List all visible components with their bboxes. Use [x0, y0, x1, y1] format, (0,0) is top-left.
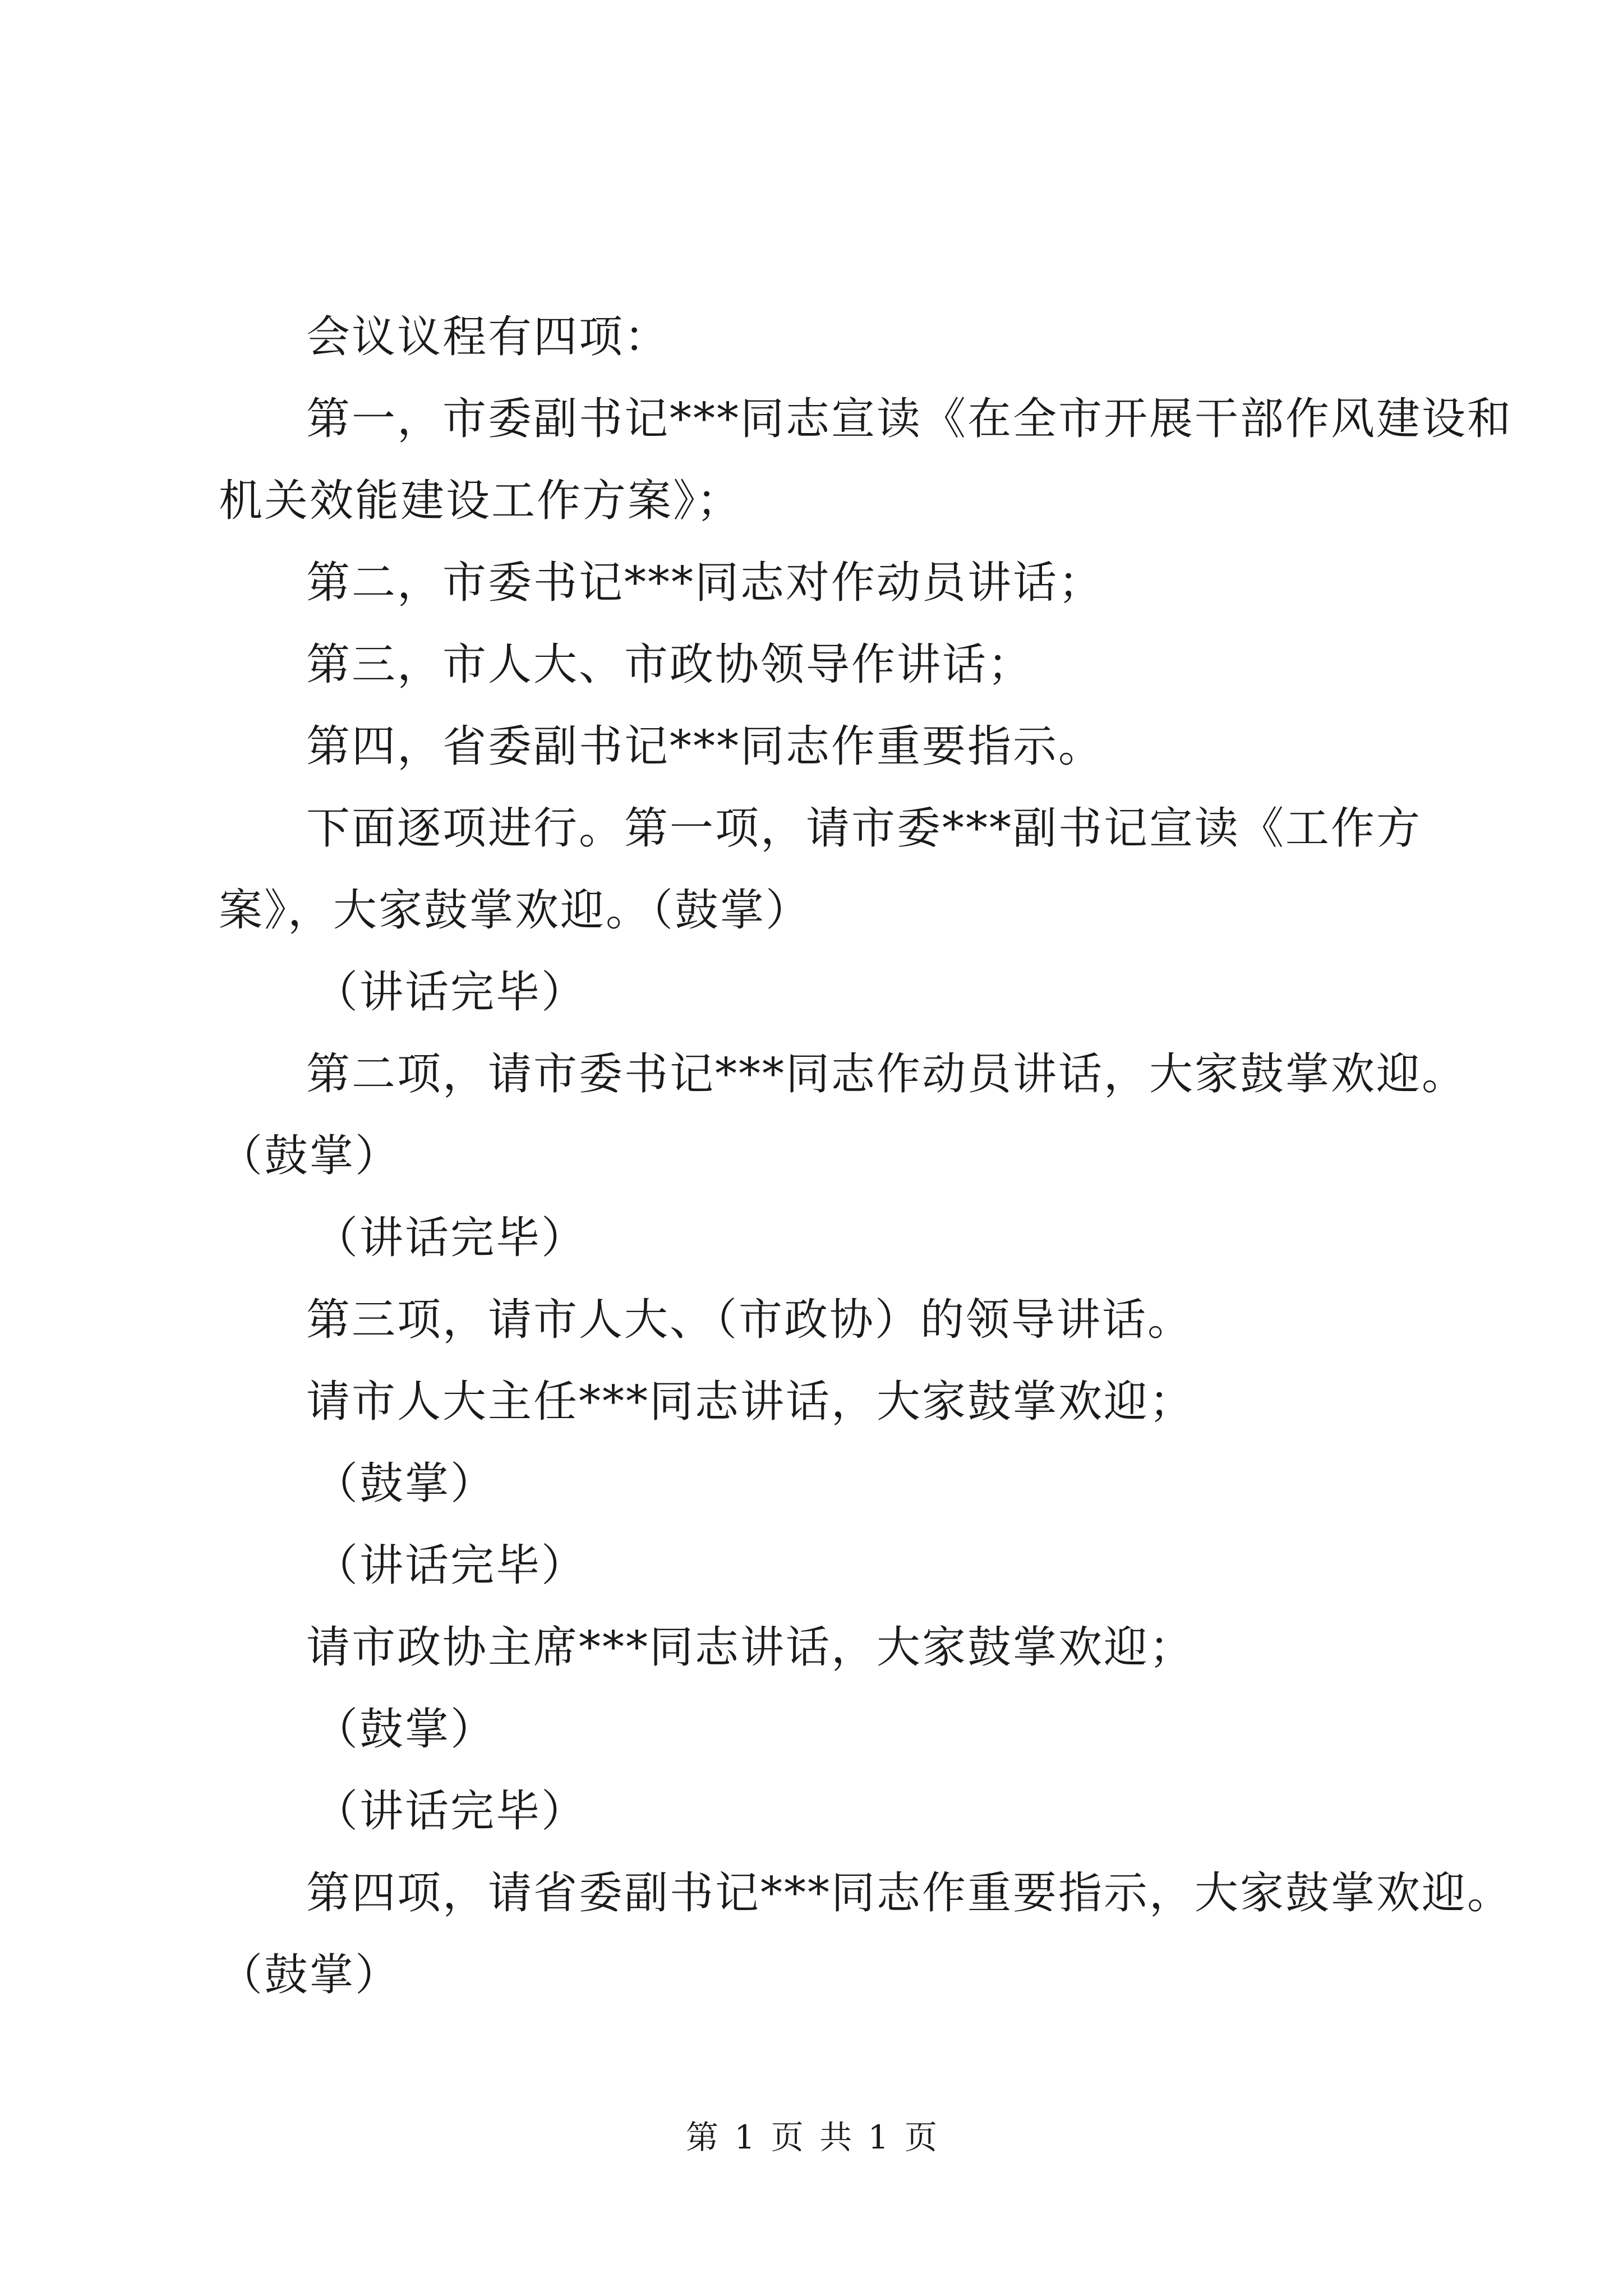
- paragraph-step-2: 第二项，请市委书记***同志作动员讲话，大家鼓掌欢迎。（鼓掌）: [219, 1049, 1468, 1181]
- paragraph-speech-end: （讲话完毕）: [314, 1786, 587, 1837]
- paragraph-item-3: 第三，市人大、市政协领导作讲话；: [306, 639, 1034, 690]
- paragraph-item-4: 第四，省委副书记***同志作重要指示。: [306, 721, 1104, 772]
- paragraph-speech-end: （讲话完毕）: [314, 1213, 587, 1263]
- paragraph-step-1: 下面逐项进行。第一项，请市委***副书记宣读《工作方案》，大家鼓掌欢迎。（鼓掌）: [219, 803, 1422, 936]
- paragraph-cppcc-speech: 请市政协主席***同志讲话，大家鼓掌欢迎；: [306, 1622, 1195, 1673]
- paragraph-step-3: 第三项，请市人大、（市政协）的领导讲话。: [306, 1295, 1193, 1345]
- paragraph-agenda-intro: 会议议程有四项：: [306, 312, 670, 362]
- paragraph-item-1: 第一，市委副书记***同志宣读《在全市开展干部作风建设和机关效能建设工作方案》；: [219, 394, 1513, 526]
- paragraph-item-2: 第二，市委书记***同志对作动员讲话；: [306, 558, 1104, 608]
- page-number-footer: 第 1 页 共 1 页: [686, 2118, 937, 2156]
- paragraph-npc-speech: 请市人大主任***同志讲话，大家鼓掌欢迎；: [306, 1377, 1195, 1427]
- paragraph-applause: （鼓掌）: [314, 1704, 496, 1755]
- paragraph-speech-end: （讲话完毕）: [314, 967, 587, 1018]
- paragraph-applause: （鼓掌）: [314, 1458, 496, 1509]
- document-body: [219, 296, 1531, 2016]
- paragraph-speech-end: （讲话完毕）: [314, 1540, 587, 1591]
- paragraph-step-4: 第四项，请省委副书记***同志作重要指示，大家鼓掌欢迎。（鼓掌）: [219, 1868, 1513, 2000]
